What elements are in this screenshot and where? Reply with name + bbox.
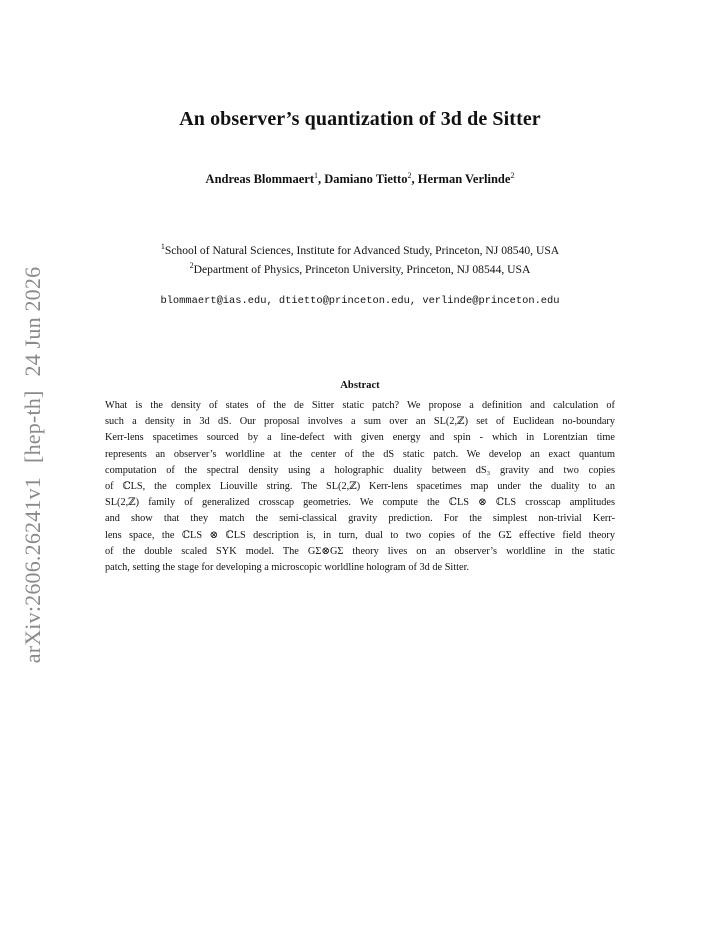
affiliation: [0, 263, 720, 276]
author-name: Herman Verlinde: [417, 172, 511, 186]
author-name: Andreas Blommaert: [205, 172, 314, 186]
abstract-line: of the double scaled SYK model. The GΣ⊗GΣ theory lives on an observer’s worldline in the static: [105, 545, 615, 557]
abstract-heading: Abstract: [340, 380, 380, 391]
author-name: Damiano Tietto: [324, 172, 408, 186]
arxiv-id[interactable]: arXiv:2606.26241v1: [20, 476, 45, 664]
author-affil-mark: 1: [313, 170, 318, 180]
abstract-line: lens space, the ℂLS ⊗ ℂLS description is, in turn, dual to two copies of the GΣ effective field theory: [105, 529, 615, 541]
abstract-line: of ℂLS, the complex Liouville string. The SL(2,ℤ) Kerr-lens spacetimes map under the duality to an: [105, 480, 615, 492]
abstract-line: Kerr-lens spacetimes sourced by a line-defect with given energy and spin - which in Lorentzian time: [105, 432, 615, 444]
affiliation-mark: 1: [160, 242, 165, 252]
author-affil-mark: 2: [407, 170, 412, 180]
affiliation-mark: 2: [189, 261, 194, 271]
abstract-line: such a density in 3d dS. Our proposal involves a sum over an SL(2,ℤ) set of Euclidean no-boundary: [105, 416, 615, 428]
paper-title: An observer’s quantization of 3d de Sitter: [179, 108, 541, 130]
affiliation-text: School of Natural Sciences, Institute for Advanced Study, Princeton, NJ 08540, USA: [164, 244, 560, 257]
abstract-line: computation of the spectral density using a holographic duality between dS₃ gravity and two copies: [105, 464, 615, 476]
abstract-line: SL(2,ℤ) family of generalized crosscap geometries. We compute the ℂLS ⊗ ℂLS crosscap amplitudes: [105, 497, 615, 509]
author-affil-mark: 2: [510, 170, 515, 180]
arxiv-category: [hep-th]: [20, 390, 45, 463]
abstract-body: [105, 398, 615, 576]
abstract-line: and show that they match the semi-classical gravity prediction. For the simplest non-trivial Kerr-: [105, 513, 615, 525]
author-emails[interactable]: blommaert@ias.edu, dtietto@princeton.edu, verlinde@princeton.edu: [160, 295, 560, 307]
arxiv-stamp: [20, 267, 46, 664]
abstract-line: What is the density of states of the de Sitter static patch? We propose a definition and calculation of: [105, 400, 615, 411]
arxiv-date: 24 Jun 2026: [20, 266, 45, 377]
author-list: Andreas Blommaert$^1$, Damiano Tietto$^2$, Herman Verlinde$^2$: [205, 170, 515, 186]
affiliation: [0, 244, 720, 257]
abstract-line: represents an observer’s worldline at the center of the dS static patch. We develop an exact quantum: [105, 448, 615, 460]
abstract-line: patch, setting the stage for developing a microscopic worldline hologram of 3d de Sitter.: [105, 561, 470, 573]
affiliation-text: Department of Physics, Princeton University, Princeton, NJ 08544, USA: [193, 263, 531, 276]
